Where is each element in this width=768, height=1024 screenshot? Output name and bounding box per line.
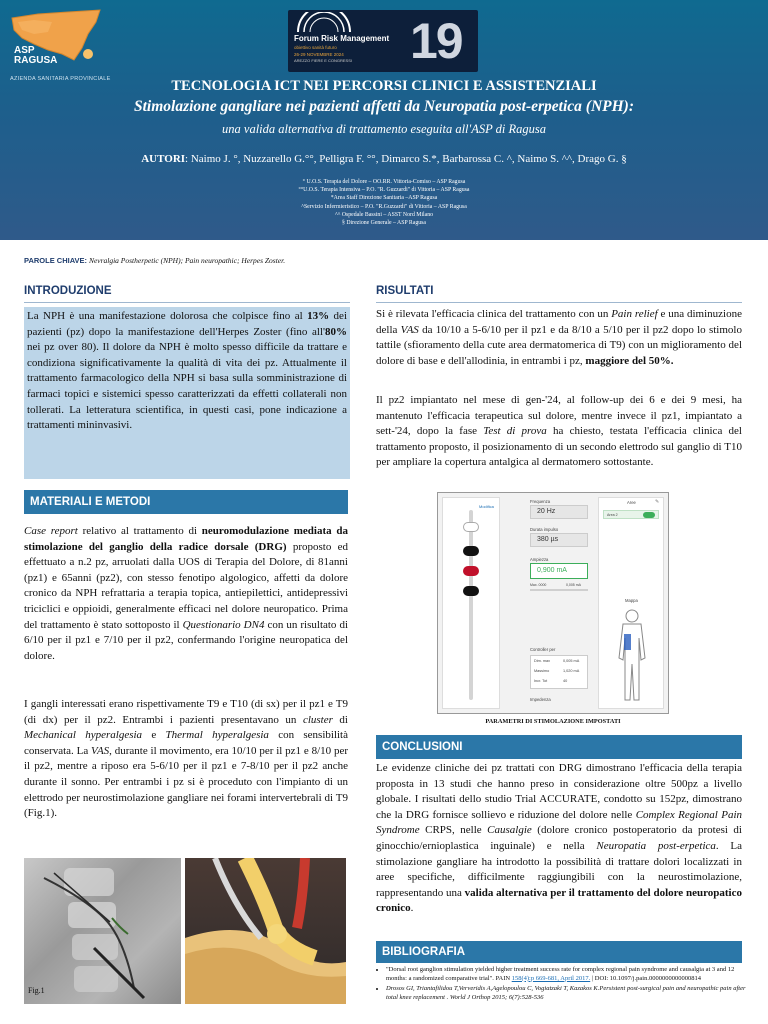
controller-label: Controller per	[530, 647, 556, 652]
spine-xray-icon	[24, 858, 181, 1004]
asp-logo-subtitle: AZIENDA SANITARIA PROVINCIALE	[10, 76, 111, 82]
affiliations	[0, 178, 768, 227]
affiliation-line: ^Servizio Infermieristico – P.O. "R.Guzzardi" di Vittoria – ASP Ragusa	[301, 203, 467, 210]
materiali-paragraph-1: Case report relativo al trattamento di neuromodulazione mediata da stimolazione del ganglio della radice dorsale (DRG) proposto ed effettuato a n.2 pz, arruolati dalla UOS di Terapia del Dolore, di 81anni (pz1) e 65anni (pz2), con stesso fenotipo algologico, affetti da dolore cronico da NPH refrattaria a terapia topica, antiepilettici, antidepressivi triciclici e oppioidi, generalmente efficaci nel dolore neuropatico. Prima del trattamento è stato sottoposto il Questionario DN4 con un risultato di 6/10 per il pz1 e 7/10 per il pz2, confermando l'origine neuropatica del dolore.	[24, 525, 349, 662]
map-label: Mappa	[625, 598, 638, 603]
figure-1	[24, 858, 346, 1004]
controller-row-label: Incr. Tot	[534, 679, 548, 683]
asp-logo-text: ASP RAGUSA	[14, 45, 58, 66]
controller-row-value: 1,020 mA	[563, 669, 580, 673]
impedance-label: Impedenza	[530, 697, 551, 702]
parameters-caption: PARAMETRI DI STIMOLAZIONE IMPOSTATI	[485, 718, 621, 725]
affiliation-line: *Area Staff Direzione Sanitaria –ASP Ragusa	[330, 195, 438, 202]
lead-track	[469, 510, 473, 700]
keywords-label: PAROLE CHIAVE:	[24, 256, 88, 265]
electrode-contact	[463, 586, 479, 596]
section-heading-risultati: RISULTATI	[376, 285, 742, 303]
forum-subtitle: obiettivo sanità futuro	[294, 45, 337, 50]
electrode-contact	[463, 522, 479, 532]
conclusioni-paragraph: Le evidenze cliniche dei pz trattati con DRG dimostrano l'efficacia della terapia proposta in 13 studi che hanno preso in considerazione oltre 500pz a livello globale. I risultati dello studio Trial ACCURATE, condotto su 152pz, dimostrano che la DRG fornisce sollievo e riduzione del dolore nelle Complex Regional Pain Syndrome CRPS, nelle Causalgie (dolore cronico postoperatorio da protesi di ginocchio/ernioplastica inguinale) e nella Neuropatia post-erpetica. La stimolazione gangliare ha introdotto la possibilità di trattare dolori localizzati in aree specifiche, difficilmente raggiungibili con la neurostimolazione, rappresentando una valida alternativa per il trattamento del dolore neuropatico cronico.	[376, 762, 743, 915]
reference-item: • Drosos GI, Triantafilidou T,Ververidis A,Agelopoulou C, Vogiatzaki T, Kazakos K.Persistent post-surgical pain and neuropathic pain after total knee replacement . World J Orthop 2015; 6(7):528-536	[386, 985, 746, 1002]
area-item[interactable]: Area 2	[603, 510, 659, 519]
amplitude-max: 0,005 mA	[566, 583, 581, 587]
keywords-line	[24, 256, 285, 265]
affiliation-line: § Direzione Generale – ASP Ragusa	[342, 220, 426, 227]
forum-title: Forum Risk Management	[294, 34, 390, 43]
controller-row-label: Dim. max	[534, 659, 551, 663]
drg-illustration	[185, 858, 346, 1004]
section-heading-introduzione: INTRODUZIONE	[24, 285, 350, 303]
poster-header	[0, 0, 768, 240]
risultati-paragraph-2: Il pz2 impiantato nel mese di gen-'24, al follow-up dei 6 e dei 9 mesi, ha mantenuto l'efficacia terapeutica sul dolore, mentre invece il pz1, impiantato a sett-'24, dopo la fase Test di prova ha chiesto, testata l'efficacia clinica del trattamento proposto, il posizionamento di un secondo elettrodo sul ganglio di T10 per ampliare la copertura antalgica al dermatomero sottostante.	[376, 394, 742, 469]
amplitude-slider[interactable]	[530, 589, 588, 591]
controller-row-value: 0,005 mA	[563, 659, 580, 663]
asp-ragusa-logo	[8, 8, 116, 80]
affiliation-line: ° U.O.S. Terapia del Dolore – OO.RR. Vittoria-Comiso – ASP Ragusa	[302, 179, 466, 185]
forum-dates: 26-29 NOVEMBRE 2024	[294, 52, 344, 57]
affiliation-line: ^^ Ospedale Bassini – ASST Nord Milano	[334, 211, 434, 218]
modifica-link[interactable]: Modifica	[479, 504, 494, 509]
controller-row-value: 40	[563, 679, 568, 683]
electrode-contact	[463, 546, 479, 556]
figure-1-label: Fig.1	[28, 986, 45, 995]
electrode-contact	[463, 566, 479, 576]
amplitude-min: Max. 0000	[530, 583, 547, 587]
forum-edition-number: 19	[410, 13, 462, 69]
bibliography-list	[376, 966, 746, 1004]
stimulation-parameters-screen	[437, 492, 669, 714]
params-panel	[530, 497, 592, 709]
controller-row-label: Massimo	[534, 669, 550, 673]
section-heading-conclusioni: CONCLUSIONI	[376, 735, 742, 759]
authors-line: AUTORI: Naimo J. °, Nuzzarello G.°°, Pelligra F. °°, Dimarco S.*, Barbarossa C. ^, Naimo S. ^^, Drago G. §	[141, 153, 627, 165]
edit-icon[interactable]: ✎	[655, 499, 660, 505]
materiali-paragraph-2: I gangli interessati erano rispettivamente T9 e T10 (di sx) per il pz1 e T9 (di dx) per il pz2. Entrambi i pazienti presentavano un cluster di Mechanical hyperalgesia e Thermal hyperalgesia con sensibilità conservata. La VAS, durante il movimento, era 10/10 per il pz1 e 8/10 per il pz2, mentre a riposo era 5-6/10 per il pz1 e 7-8/10 per il pz2 anche durante il sonno. Per entrambi i pz si è proceduto con l'impianto di un elettrodo per neurostimolazione gangliare nei forami intervertebrali di T9 (Fig.1).	[24, 698, 348, 820]
area-toggle[interactable]	[643, 512, 655, 518]
section-heading-materiali: MATERIALI E METODI	[24, 490, 348, 514]
pulse-width-label: Durata impulso	[530, 527, 559, 532]
amplitude-field[interactable]: 0,900 mA	[530, 563, 588, 579]
reference-item: • "Dorsal root ganglion stimulation yielded higher treatment success rate for complex regional pain syndrome and causalgia at 3 and 12 months: a randomized comparative trial". PAIN 158(4):p 669-681, April 2017. | DOI: 10.1097/j.pain.0000000000000814	[386, 966, 746, 983]
poster-subtitle-2: una valida alternativa di trattamento eseguita all'ASP di Ragusa	[222, 122, 546, 136]
poster-subtitle: Stimolazione gangliare nei pazienti affetti da Neuropatia post-erpetica (NPH):	[133, 98, 634, 115]
keywords-value: Nevralgia Postherpetic (NPH); Pain neuropathic; Herpes Zoster.	[87, 256, 286, 265]
fluoroscopy-image	[24, 858, 181, 1004]
controller-table	[530, 655, 588, 689]
affiliation-line: °°U.O.S. Terapia Intensiva – P.O. "R. Guzzardi" di Vittoria – ASP Ragusa	[298, 187, 470, 194]
areas-panel	[598, 497, 664, 709]
lead-panel	[442, 497, 500, 709]
poster-title: TECNOLOGIA ICT NEI PERCORSI CLINICI E ASSISTENZIALI	[171, 78, 597, 94]
intro-paragraph: La NPH è una manifestazione dolorosa che colpisce fino al 13% dei pazienti (pz) dopo la manifestazione dell'Herpes Zoster (fino all'80% nei pz over 80). Il dolore da NPH è molto spesso difficile da trattare e condiziona significativamente la qualità di vita dei pz. Attualmente il trattamento farmacologico della NPH si basa sulla somministrazione di farmaci topici e sistemici spesso caratterizzati da effetti collaterali non tollerati. La letteratura scientifica, in questi casi, pone indicazione a trattamenti mininvasivi.	[27, 310, 347, 432]
frequency-field[interactable]: 20 Hz	[530, 505, 588, 519]
forum-place: AREZZO FIERE E CONGRESSI	[294, 58, 353, 63]
forum-risk-management-logo	[288, 10, 478, 72]
areas-label: Aree	[627, 500, 636, 505]
body-map-icon	[615, 608, 649, 704]
pulse-width-field[interactable]: 380 µs	[530, 533, 588, 547]
forum-arc-icon	[292, 12, 356, 34]
dorsal-root-ganglion-icon	[185, 858, 346, 1004]
section-heading-bibliografia: BIBLIOGRAFIA	[376, 941, 742, 963]
reference-link[interactable]: 158(4):p 669-681, April 2017.	[511, 974, 591, 982]
frequency-label: Frequenza	[530, 499, 551, 504]
risultati-paragraph-1: Si è rilevata l'efficacia clinica del trattamento con un Pain relief e una diminuzione della VAS da 10/10 a 5-6/10 per il pz1 e da 8/10 a 5/10 per il pz2 dopo lo stimolo tattile (sfioramento della cute area dermatomerica di T9) con un miglioramento del dolore di base e dell'allodinia, in entrambi i pz, maggiore del 50%.	[376, 308, 742, 367]
amplitude-label: Ampiezza	[530, 557, 549, 562]
